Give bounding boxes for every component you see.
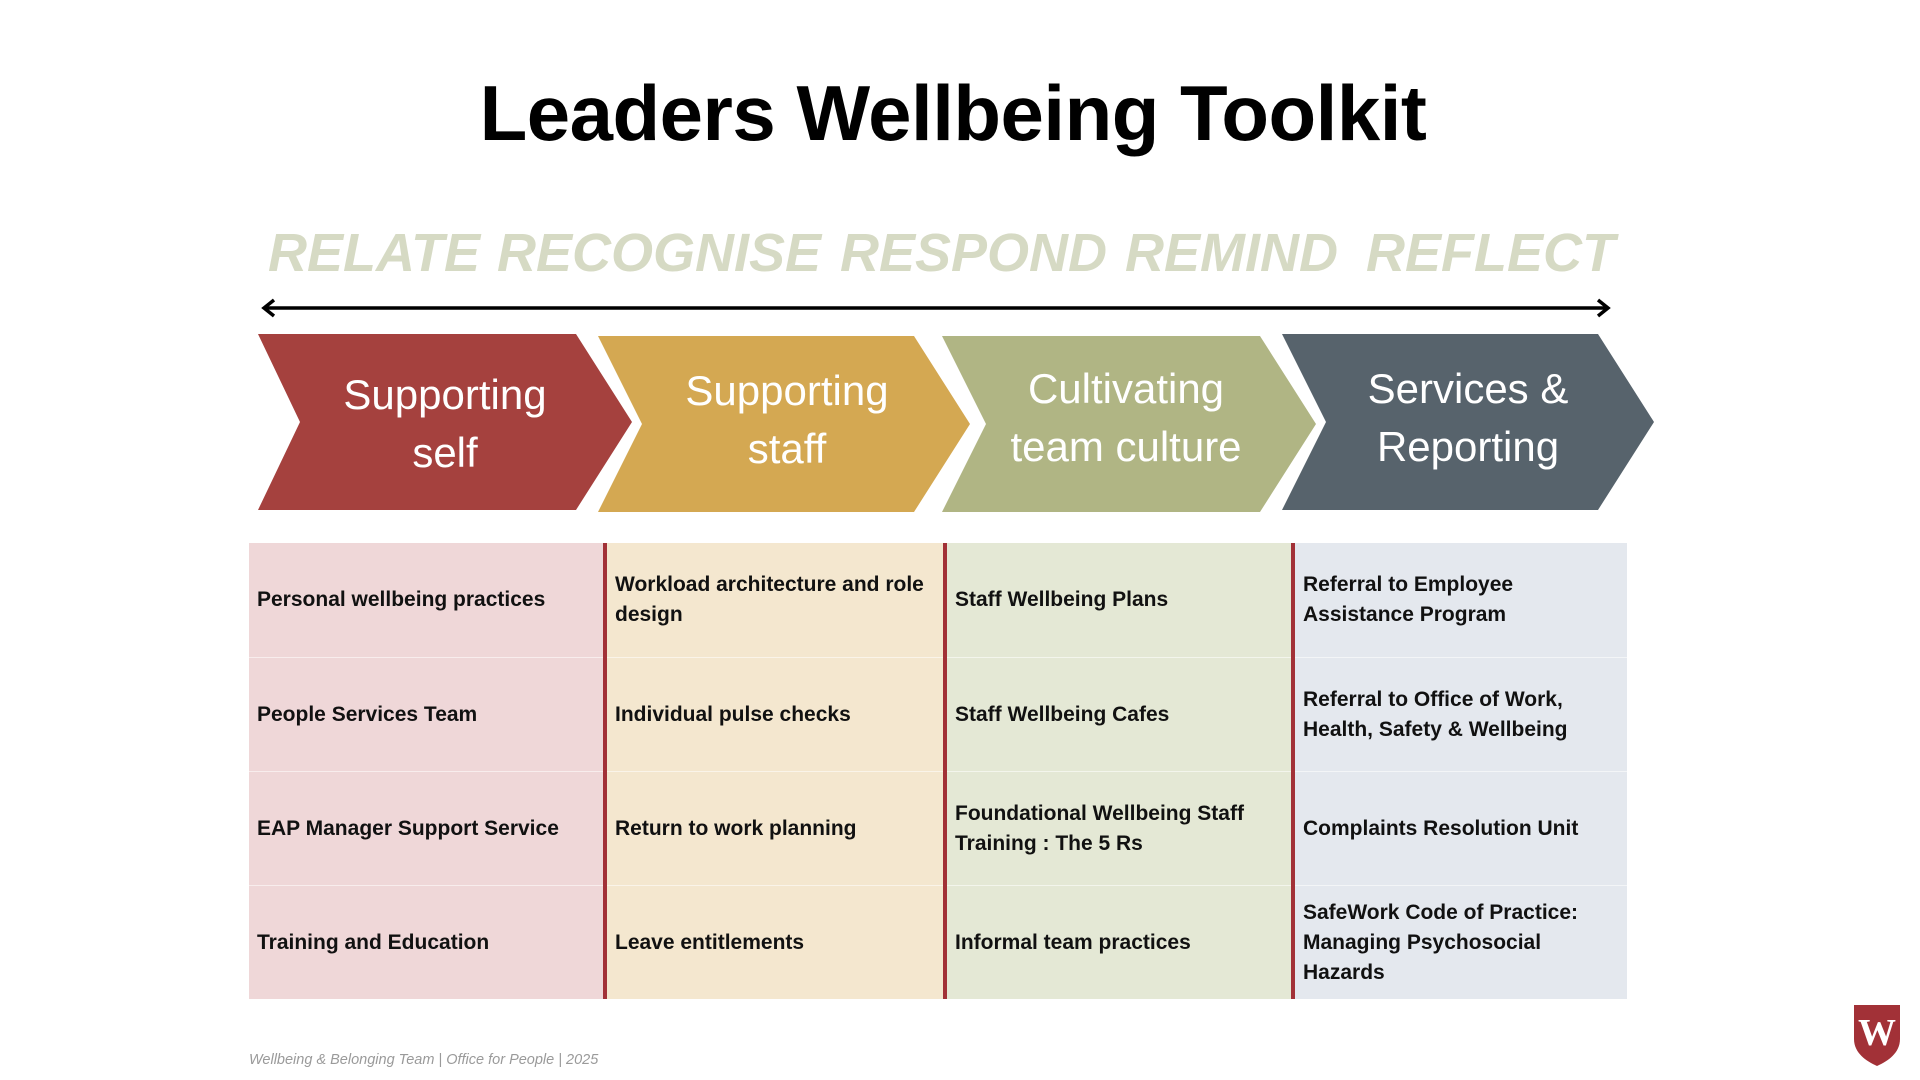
table-cell: Individual pulse checks — [607, 657, 943, 771]
double-arrow-icon — [260, 296, 1612, 320]
table-cell: Return to work planning — [607, 771, 943, 885]
table-cell: SafeWork Code of Practice: Managing Psychosocial Hazards — [1295, 885, 1627, 999]
footer-text: Wellbeing & Belonging Team | Office for People | 2025 — [249, 1052, 599, 1068]
stage-relate: RELATE — [268, 223, 480, 283]
chevron-label-cultivating-team-culture: Cultivating team culture — [1010, 365, 1242, 470]
chevron-label-supporting-staff: Supporting staff — [685, 367, 889, 472]
table-cell: Complaints Resolution Unit — [1295, 771, 1627, 885]
toolkit-table — [249, 543, 1627, 999]
table-cell: Informal team practices — [947, 885, 1291, 999]
table-cell: People Services Team — [249, 657, 603, 771]
table-cell: Staff Wellbeing Plans — [955, 588, 1169, 611]
logo-letter: W — [1858, 1012, 1896, 1054]
table-cell: Training and Education — [249, 885, 603, 999]
table-cell: Referral to Employee Assistance Program — [1303, 573, 1514, 626]
column-services-reporting — [1291, 543, 1627, 999]
page-title: Leaders Wellbeing Toolkit — [479, 69, 1427, 157]
stage-respond: RESPOND — [840, 223, 1108, 283]
column-supporting-staff — [603, 543, 943, 999]
chevron-row — [258, 334, 1658, 514]
table-cell: Foundational Wellbeing Staff Training : The 5 Rs — [947, 771, 1291, 885]
table-cell: Staff Wellbeing Cafes — [947, 657, 1291, 771]
stage-remind: REMIND — [1125, 223, 1338, 283]
stage-recognise: RECOGNISE — [497, 223, 822, 283]
column-cultivating-team-culture — [943, 543, 1291, 999]
table-cell: Personal wellbeing practices — [257, 588, 546, 611]
chevron-label-supporting-self: Supporting self — [343, 371, 547, 476]
table-cell: EAP Manager Support Service — [249, 771, 603, 885]
table-cell: Referral to Office of Work, Health, Safety & Wellbeing — [1295, 657, 1627, 771]
shield-logo-icon — [1852, 1003, 1902, 1067]
table-cell: Leave entitlements — [607, 885, 943, 999]
table-cell: Workload architecture and role design — [615, 573, 924, 626]
chevron-label-services-reporting: Services & Reporting — [1367, 365, 1569, 470]
column-supporting-self — [249, 543, 603, 999]
stage-reflect: REFLECT — [1366, 223, 1615, 283]
stage-labels — [0, 222, 1920, 292]
